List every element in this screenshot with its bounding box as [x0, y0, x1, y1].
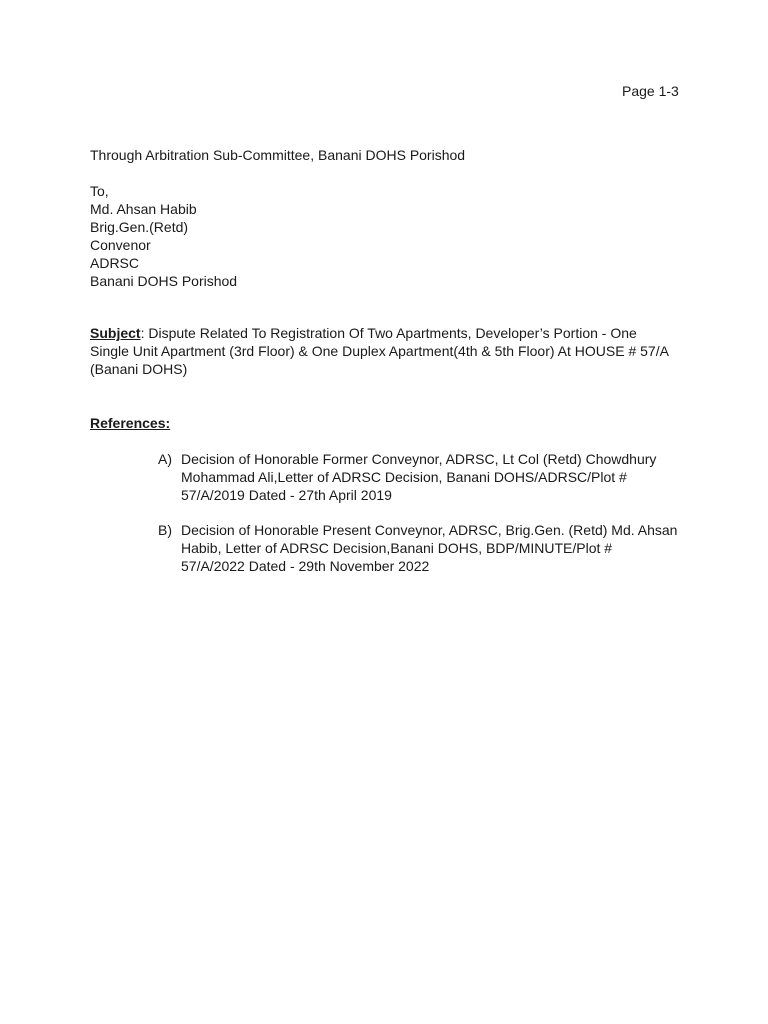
subject-text: : Dispute Related To Registration Of Two Apartments, Developer’s Portion - One Single Unit Apartment (3rd Floor) & One Duplex Apartment(4th & 5th Floor) At HOUSE # 57/A (Banani DOHS): [90, 325, 669, 377]
reference-item-a: [158, 450, 678, 504]
reference-item-b: [158, 521, 678, 575]
via-line: Through Arbitration Sub-Committee, Banani DOHS Porishod: [90, 147, 466, 163]
address-to: To,: [90, 183, 109, 199]
reference-marker: B): [158, 522, 172, 538]
recipient-org: ADRSC: [90, 255, 140, 271]
recipient-rank: Brig.Gen.(Retd): [90, 219, 189, 235]
recipient-place: Banani DOHS Porishod: [90, 273, 238, 289]
subject-label: Subject: [90, 325, 141, 341]
subject-paragraph: [90, 324, 670, 378]
recipient-address: [90, 182, 237, 290]
page-number: Page 1-3: [622, 83, 679, 99]
reference-text: Decision of Honorable Present Conveynor, ADRSC, Brig.Gen. (Retd) Md. Ahsan Habib, Letter of ADRSC Decision,Banani DOHS, BDP/MINUTE/Plot # 57/A/2022 Dated - 29th November 2022: [181, 522, 678, 574]
references-heading: References:: [90, 415, 171, 431]
recipient-name: Md. Ahsan Habib: [90, 201, 197, 217]
reference-text: Decision of Honorable Former Conveynor, ADRSC, Lt Col (Retd) Chowdhury Mohammad Ali,Letter of ADRSC Decision, Banani DOHS/ADRSC/Plot # 57/A/2019 Dated - 27th April 2019: [181, 451, 657, 503]
reference-marker: A): [158, 451, 172, 467]
recipient-position: Convenor: [90, 237, 151, 253]
